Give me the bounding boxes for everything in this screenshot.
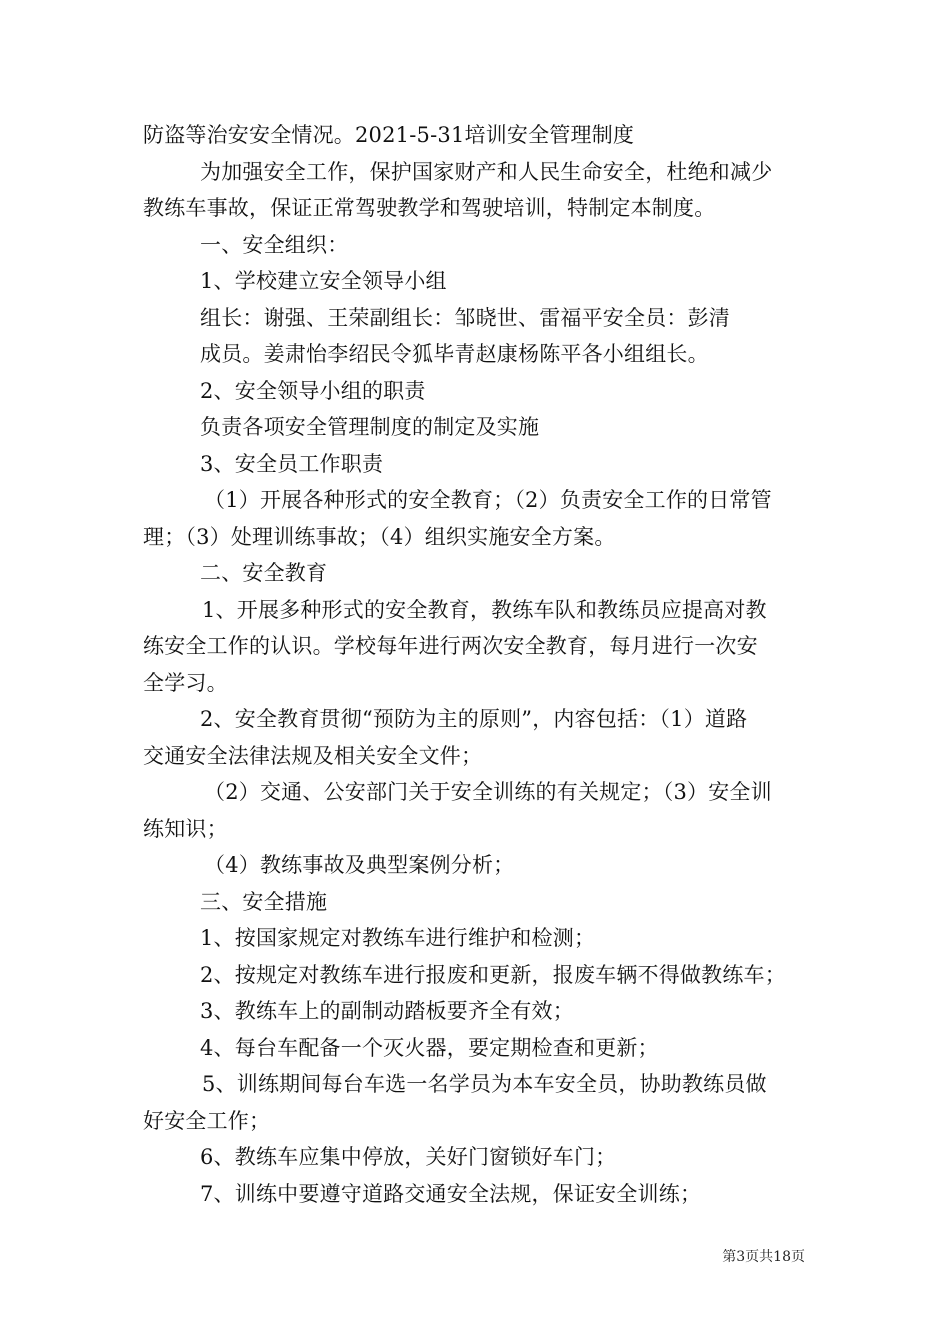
- text-line: 练安全工作的认识。学校每年进行两次安全教育，每月进行一次安: [143, 634, 758, 658]
- text-line: 2、安全教育贯彻“预防为主的原则”，内容包括：（1）道路: [200, 707, 748, 731]
- text-line: 3、教练车上的副制动踏板要齐全有效；: [200, 999, 574, 1023]
- text-line: （2）交通、公安部门关于安全训练的有关规定；（3）安全训: [204, 780, 772, 804]
- text-line: 为加强安全工作，保护国家财产和人民生命安全，杜绝和减少: [200, 159, 773, 184]
- text-line: 4、每台车配备一个灭火器，要定期检查和更新；: [200, 1035, 659, 1060]
- text-line: 1、按国家规定对教练车进行维护和检测；: [200, 926, 596, 950]
- text-line: 成员。姜肃怡李绍民令狐毕青赵康杨陈平各小组组长。: [200, 342, 709, 366]
- section-heading: 三、安全措施: [200, 889, 328, 914]
- text-line: 好安全工作；: [143, 1108, 271, 1133]
- text-line: 1、学校建立安全领导小组: [200, 269, 447, 293]
- text-line: 交通安全法律法规及相关安全文件；: [143, 743, 483, 768]
- section-heading: 一、安全组织：: [200, 232, 349, 257]
- text-line: 理；（3）处理训练事故；（4）组织实施安全方案。: [143, 524, 616, 549]
- text-line: 防盗等治安安全情况。2021-5-31培训安全管理制度: [143, 123, 635, 147]
- document-body: [143, 117, 808, 1212]
- text-line: 教练车事故，保证正常驾驶教学和驾驶培训，特制定本制度。: [143, 196, 716, 220]
- text-line: 1、开展多种形式的安全教育，教练车队和教练员应提高对教: [202, 597, 767, 622]
- text-line: 组长：谢强、王荣副组长：邹晓世、雷福平安全员：彭清: [200, 305, 730, 330]
- text-line: 7、训练中要遵守道路交通安全法规，保证安全训练；: [200, 1181, 702, 1206]
- text-line: 练知识；: [143, 816, 228, 841]
- page-number-footer: 第3页共18页: [722, 1249, 805, 1265]
- text-line: 负责各项安全管理制度的制定及实施: [200, 415, 540, 439]
- text-line: （1）开展各种形式的安全教育；（2）负责安全工作的日常管: [204, 488, 772, 512]
- text-line: 2、按规定对教练车进行报废和更新，报废车辆不得做教练车；: [200, 962, 786, 987]
- text-line: 3、安全员工作职责: [200, 451, 384, 476]
- text-line: 2、安全领导小组的职责: [200, 378, 426, 403]
- section-heading: 二、安全教育: [200, 561, 328, 585]
- text-line: 6、教练车应集中停放，关好门窗锁好车门；: [200, 1145, 617, 1169]
- text-line: （4）教练事故及典型案例分析；: [204, 853, 515, 877]
- text-line: 全学习。: [143, 670, 228, 695]
- text-line: 5、训练期间每台车选一名学员为本车安全员，协助教练员做: [202, 1072, 767, 1096]
